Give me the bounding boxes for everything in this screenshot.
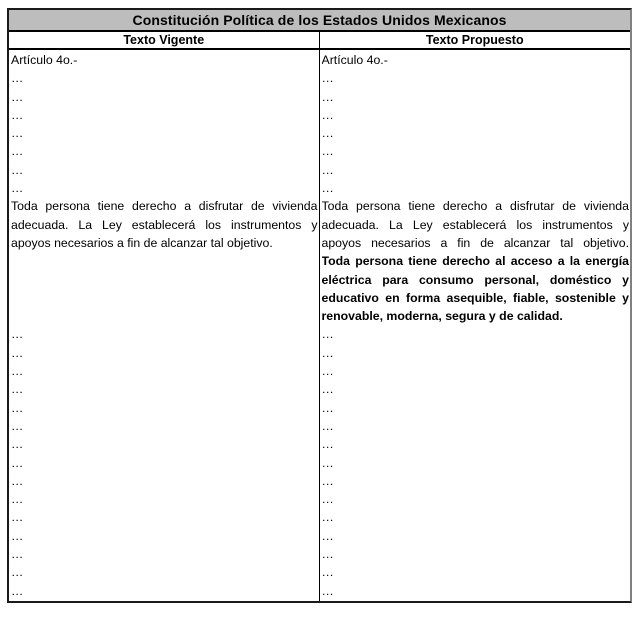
ellipsis-line: … bbox=[321, 327, 334, 342]
text-line: educativo en forma asequible, fiable, sostenible y bbox=[321, 290, 629, 305]
ellipsis-line: … bbox=[11, 437, 24, 452]
ellipsis-line: … bbox=[11, 583, 24, 598]
ellipsis-line: … bbox=[11, 492, 24, 507]
table-header-row bbox=[9, 32, 630, 50]
ellipsis-line: … bbox=[321, 345, 334, 360]
ellipsis-line: … bbox=[321, 162, 334, 177]
ellipsis-line: … bbox=[11, 107, 24, 122]
blank-line bbox=[11, 307, 318, 325]
ellipsis-line: … bbox=[11, 547, 24, 562]
ellipsis-line: … bbox=[321, 418, 334, 433]
ellipsis-line: … bbox=[11, 418, 24, 433]
ellipsis-line: … bbox=[11, 382, 24, 397]
ellipsis-line: … bbox=[321, 144, 334, 159]
text-line: Artículo 4o.- bbox=[11, 53, 78, 67]
ellipsis-line: … bbox=[11, 345, 24, 360]
ellipsis-line: … bbox=[321, 547, 334, 562]
table-title: Constitución Política de los Estados Unidos Mexicanos bbox=[9, 10, 630, 32]
ellipsis-line: … bbox=[11, 327, 24, 342]
ellipsis-line: … bbox=[321, 528, 334, 543]
ellipsis-line: … bbox=[321, 89, 334, 104]
ellipsis-line: … bbox=[11, 144, 24, 159]
ellipsis-line: … bbox=[321, 71, 334, 86]
ellipsis-line: … bbox=[11, 71, 24, 86]
text-line: Toda persona tiene derecho a disfrutar de vivienda bbox=[321, 199, 629, 214]
blank-line bbox=[11, 271, 318, 289]
table-body-row bbox=[9, 50, 630, 601]
column-header-texto-propuesto: Texto Propuesto bbox=[425, 33, 524, 47]
cell-texto-propuesto bbox=[320, 50, 631, 601]
ellipsis-line: … bbox=[11, 89, 24, 104]
ellipsis-line: … bbox=[11, 400, 24, 415]
comparison-table bbox=[7, 8, 632, 603]
text-line: Artículo 4o.- bbox=[321, 53, 388, 67]
ellipsis-line: … bbox=[321, 400, 334, 415]
ellipsis-line: … bbox=[321, 181, 334, 196]
ellipsis-line: … bbox=[321, 510, 334, 525]
ellipsis-line: … bbox=[11, 364, 24, 379]
text-line: adecuada. La Ley establecerá los instrumentos y bbox=[321, 217, 629, 232]
text-line: Toda persona tiene derecho a disfrutar de vivienda bbox=[11, 199, 318, 214]
ellipsis-line: … bbox=[321, 437, 334, 452]
text-line: renovable, moderna, segura y de calidad. bbox=[321, 309, 563, 324]
ellipsis-line: … bbox=[11, 473, 24, 488]
text-line: apoyos necesarios a fin de alcanzar tal objetivo. bbox=[11, 235, 273, 250]
ellipsis-line: … bbox=[11, 162, 24, 177]
ellipsis-line: … bbox=[321, 126, 334, 141]
ellipsis-line: … bbox=[321, 107, 334, 122]
ellipsis-line: … bbox=[321, 583, 334, 598]
ellipsis-line: … bbox=[321, 364, 334, 379]
ellipsis-line: … bbox=[321, 382, 334, 397]
text-line: apoyos necesarios a fin de alcanzar tal objetivo. bbox=[321, 235, 629, 250]
ellipsis-line: … bbox=[11, 455, 24, 470]
blank-line bbox=[11, 289, 318, 307]
ellipsis-line: … bbox=[321, 492, 334, 507]
text-line: adecuada. La Ley establecerá los instrumentos y bbox=[11, 217, 318, 232]
column-header-texto-vigente: Texto Vigente bbox=[9, 32, 320, 48]
text-line: eléctrica para consumo personal, doméstico y bbox=[321, 272, 629, 287]
ellipsis-line: … bbox=[321, 455, 334, 470]
cell-texto-vigente bbox=[9, 50, 320, 601]
ellipsis-line: … bbox=[11, 565, 24, 580]
ellipsis-line: … bbox=[321, 473, 334, 488]
blank-line bbox=[11, 252, 318, 270]
ellipsis-line: … bbox=[11, 126, 24, 141]
ellipsis-line: … bbox=[11, 181, 24, 196]
ellipsis-line: … bbox=[11, 528, 24, 543]
ellipsis-line: … bbox=[321, 565, 334, 580]
ellipsis-line: … bbox=[11, 510, 24, 525]
text-line: Toda persona tiene derecho al acceso a la energía bbox=[321, 254, 629, 269]
